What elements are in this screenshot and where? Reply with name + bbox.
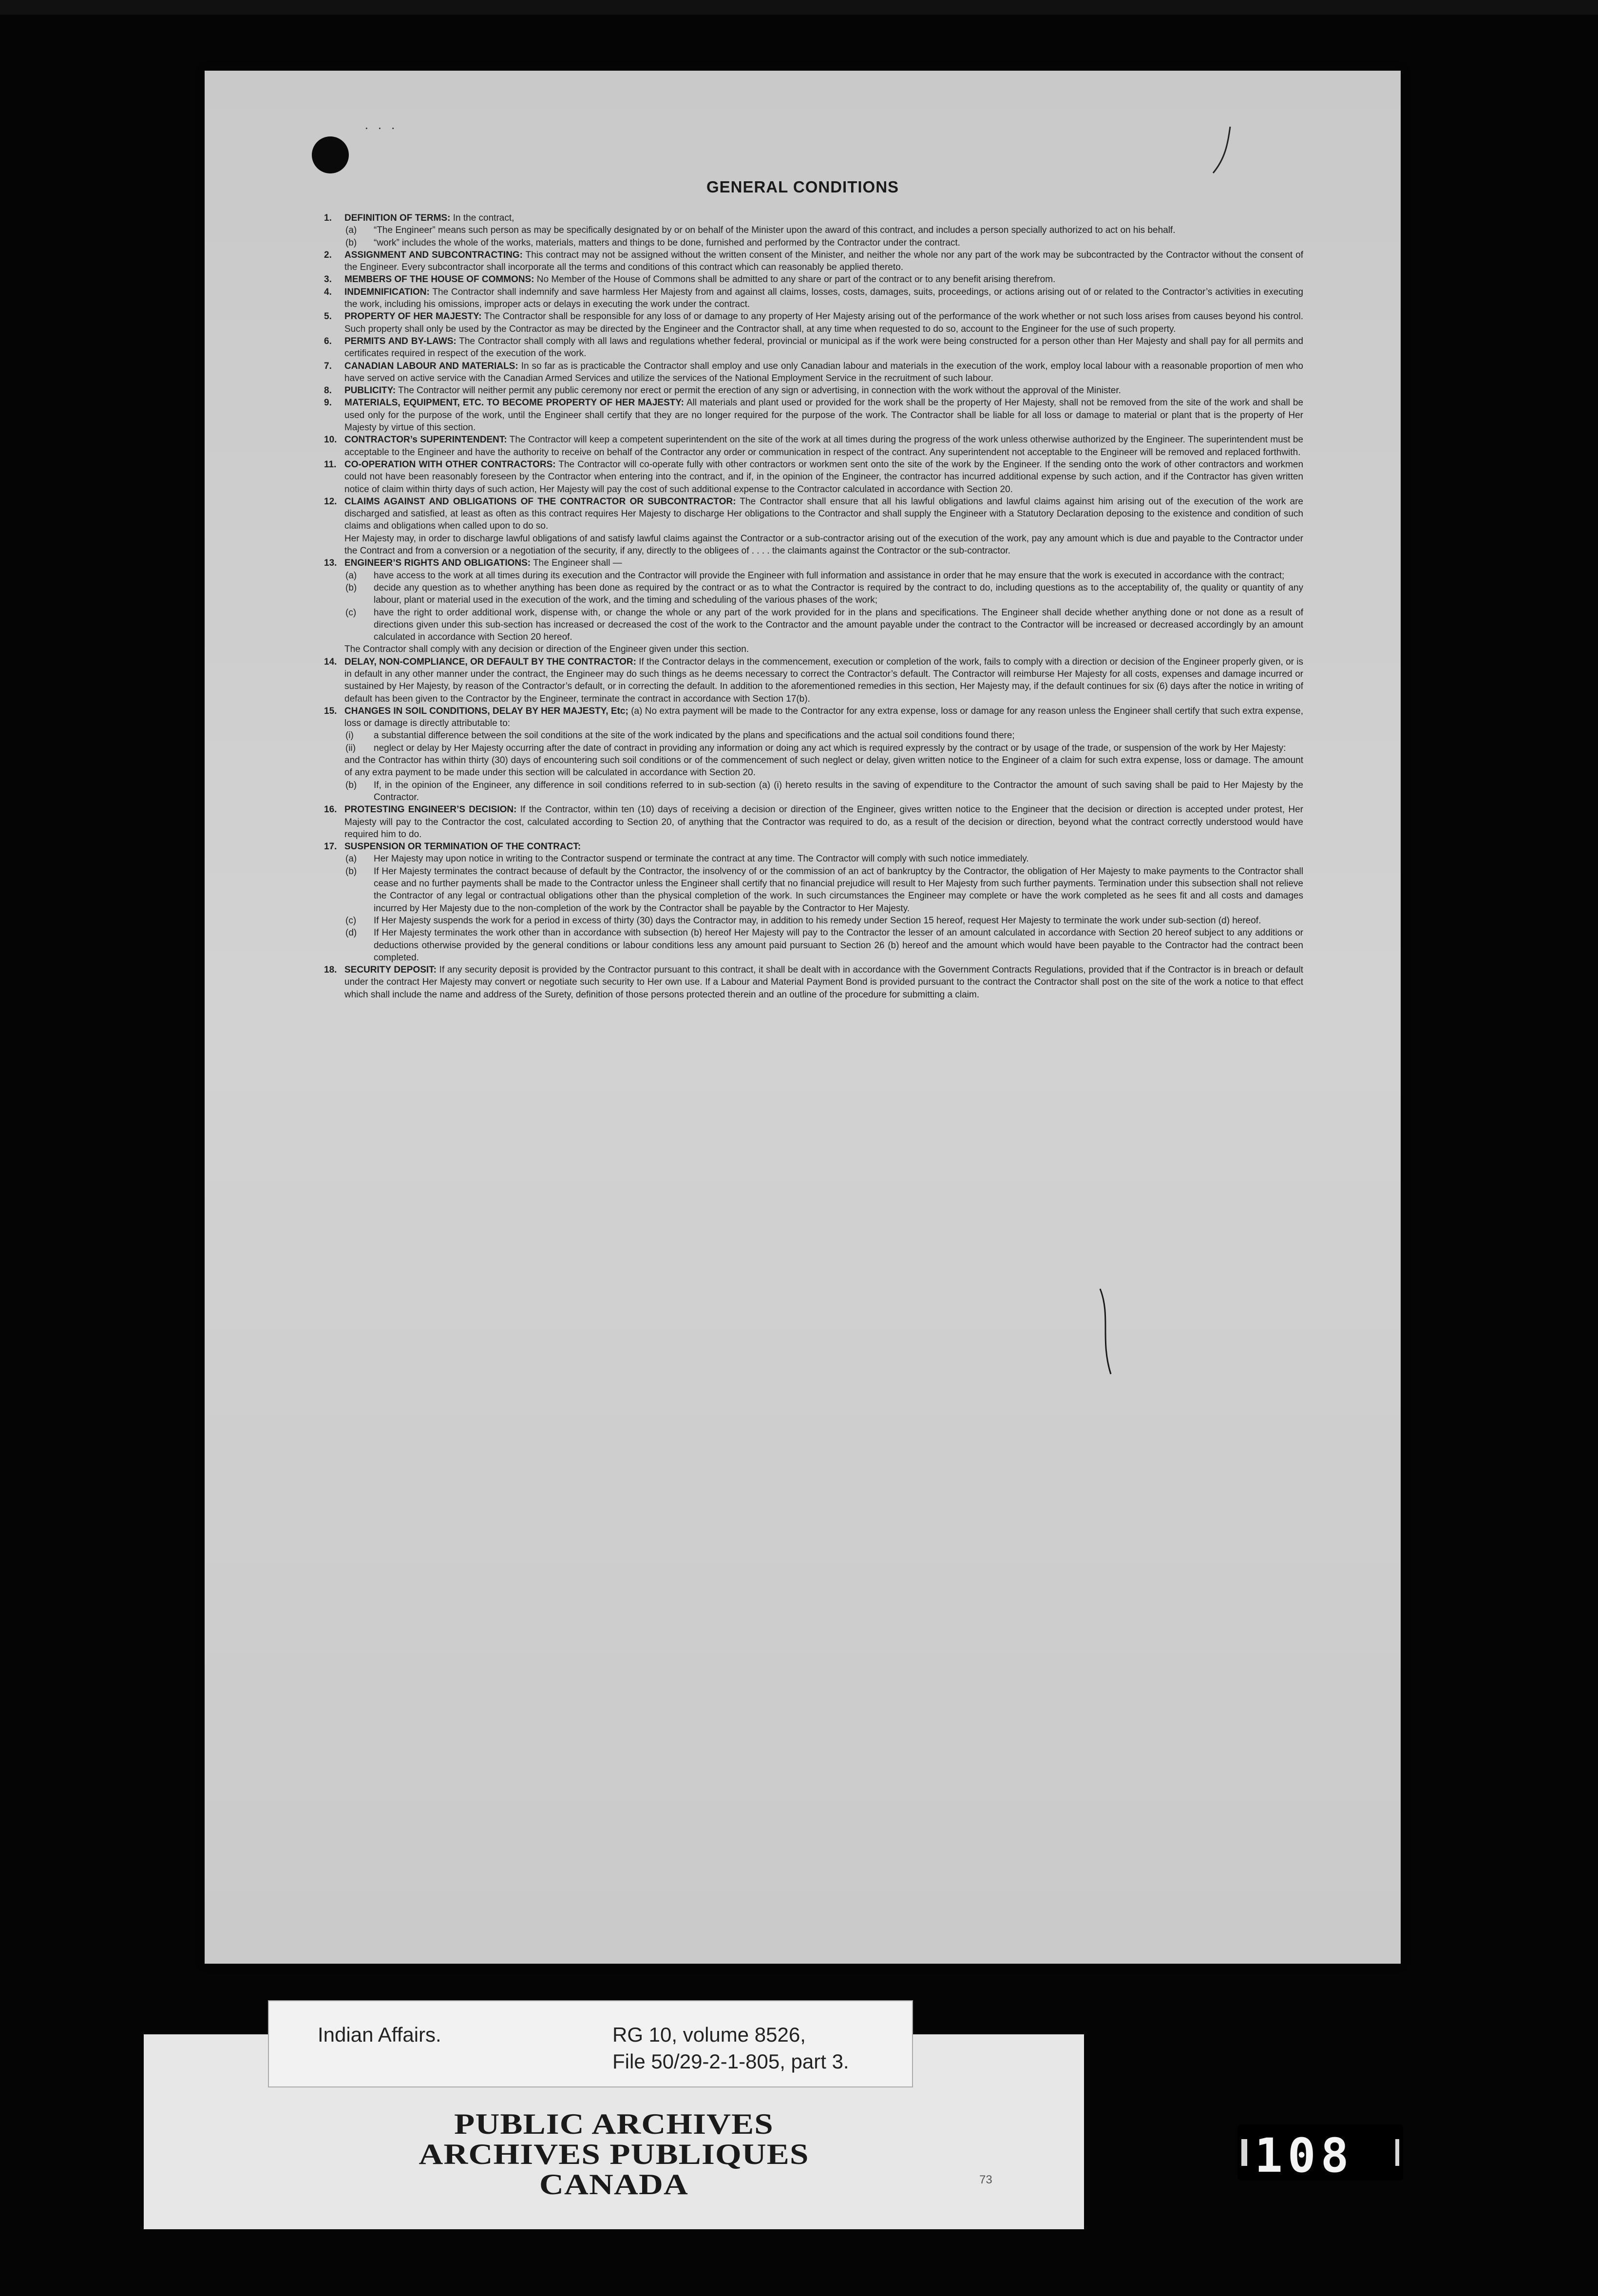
subsection-label: (b) xyxy=(345,866,357,877)
condition-section xyxy=(324,804,1303,841)
frame-number-counter xyxy=(1237,2124,1403,2181)
section-number: 6. xyxy=(324,336,332,346)
section-continuation: Her Majesty may, in order to discharge lawful obligations of and satisfy lawful claims against the Contractor or a sub-contractor arising out of the execution of the work, pay any amount which is due and payable to the Contractor under the Contract and from a conversion or a negotiation of the security, if any, directly to the obligees of . . . . the claimants against the Contractor or the sub-contractor. xyxy=(344,533,1303,556)
section-continuation: and the Contractor has within thirty (30) days of encountering such soil conditions or of the commencement of such neglect or delay, given written notice to the Engineer of a claim for such extra expense, loss or damage. The amount of any extra payment to be made under this section will be calculated in accordance with Section 20. xyxy=(344,755,1303,778)
pen-mark-margin xyxy=(1096,1286,1125,1379)
subsection-text: “The Engineer” means such person as may be specifically designated by or on behalf of the Minister upon the award of this contract, and includes a person specially authorized to act on his behalf. xyxy=(374,225,1176,236)
subsection-text: If, in the opinion of the Engineer, any difference in soil conditions referred to in sub-section (a) (i) hereto results in the saving of expenditure to the Contractor the amount of such saving shall be paid to Her Majesty by the Contractor. xyxy=(374,780,1303,803)
section-number: 7. xyxy=(324,361,332,371)
condition-section xyxy=(324,212,1303,224)
section-heading: MATERIALS, EQUIPMENT, ETC. TO BECOME PROPERTY OF HER MAJESTY: xyxy=(344,398,684,408)
section-heading: DELAY, NON-COMPLIANCE, OR DEFAULT BY THE CONTRACTOR: xyxy=(344,656,636,667)
subsection xyxy=(324,742,1303,754)
section-number: 3. xyxy=(324,274,332,285)
section-heading: PROTESTING ENGINEER’S DECISION: xyxy=(344,804,517,815)
archive-name-en: PUBLIC ARCHIVES xyxy=(454,2108,774,2140)
corner-mark: · · · xyxy=(364,121,398,135)
section-heading: PERMITS AND BY-LAWS: xyxy=(344,336,457,346)
frame-number: 108 xyxy=(1255,2128,1354,2183)
section-heading: ASSIGNMENT AND SUBCONTRACTING: xyxy=(344,249,523,260)
section-number: 9. xyxy=(324,398,332,408)
reference-tab xyxy=(268,2000,913,2087)
condition-section xyxy=(324,964,1303,1001)
condition-section xyxy=(324,310,1303,335)
frame-tick-left xyxy=(1241,2139,1247,2166)
section-text: If the Contractor, within ten (10) days of receiving a decision or direction of the Engineer, gives written notice to the Engineer that the decision or direction is accepted under protest, Her Majesty will pay to the Contractor the cost, calculated according to Section 20, of anything that the Contractor was required to do, as a result of the decision or direction, beyond what the contract correctly understood would have required him to do. xyxy=(344,804,1304,840)
section-heading: CANADIAN LABOUR AND MATERIALS: xyxy=(344,361,518,371)
condition-section xyxy=(324,841,1303,853)
subsection xyxy=(324,927,1303,964)
condition-section xyxy=(324,249,1303,274)
subsection xyxy=(324,915,1303,927)
subsection xyxy=(324,237,1303,249)
section-text: The Contractor will keep a competent superintendent on the site of the work at all times during the progress of the work unless otherwise authorized by the Engineer. The superintendent must be acceptable to the Engineer and have the authority to receive on behalf of the Contractor any order or communication in respect of the contract. Any superintendent not acceptable to the Engineer will be removed and replaced forthwith. xyxy=(344,435,1304,458)
section-text: All materials and plant used or provided for the work shall be the property of Her Majesty, shall not be removed from the site of the work and shall be used only for the purpose of the work, until the Engineer shall certify that they are no longer required for the purpose of the work. The Contractor shall be liable for all loss or damage to material or plant that is the property of Her Majesty by virtue of this section. xyxy=(344,398,1303,433)
section-heading: DEFINITION OF TERMS: xyxy=(344,213,451,223)
subsection-text: neglect or delay by Her Majesty occurring after the date of contract in providing any information or doing any act which is required expressly by the contract or by usage of the trade, or suspension of the work by Her Majesty: xyxy=(374,743,1286,753)
section-heading: CO-OPERATION WITH OTHER CONTRACTORS: xyxy=(344,459,556,470)
file-label: File 50/29-2-1-805, part 3. xyxy=(612,2050,849,2073)
section-heading: MEMBERS OF THE HOUSE OF COMMONS: xyxy=(344,274,534,285)
condition-section xyxy=(324,397,1303,434)
archive-country: CANADA xyxy=(539,2168,688,2200)
section-text: This contract may not be assigned without the written consent of the Minister, and neither the whole nor any part of the work may be subcontracted by the Contractor without the consent of the Engineer. Every subcontractor shall incorporate all the terms and conditions of this contract which can reasonably be applied thereto. xyxy=(344,249,1303,273)
section-text: The Contractor shall comply with all laws and regulations whether federal, provincial or municipal as if the work were being constructed for a person other than Her Majesty and shall pay for all permits and certificates required in respect of the execution of the work. xyxy=(344,336,1303,359)
department-label: Indian Affairs. xyxy=(318,2023,441,2046)
section-number: 11. xyxy=(324,459,337,470)
subsection-text: “work” includes the whole of the works, materials, matters and things to be done, furnished and performed by the Contractor under the contract. xyxy=(374,237,960,248)
section-number: 5. xyxy=(324,311,332,322)
condition-section xyxy=(324,434,1303,459)
subsection-label: (i) xyxy=(345,730,354,741)
subsection-text: If Her Majesty terminates the work other than in accordance with subsection (b) hereof Her Majesty will pay to the Contractor the lesser of an amount calculated in accordance with Section 20 hereof subject to any additions or deductions otherwise provided by the general conditions or labour conditions less any amount paid pursuant to Section 26 (b) hereof and the amount which would have been payable to the Contractor had the contract been completed. xyxy=(374,928,1303,963)
section-number: 2. xyxy=(324,249,332,260)
subsection-label: (a) xyxy=(345,854,357,864)
subsection-text: have access to the work at all times during its execution and the Contractor will provide the Engineer with full information and assistance in order that he may ensure that the work is executed in accordance with the contract; xyxy=(374,570,1285,581)
subsection xyxy=(324,729,1303,742)
subsection-text: decide any question as to whether anything has been done as required by the contract or as to what the Contractor is required by the contract to do, including questions as to the acceptability of, the quality or quantity of any labour, plant or material used in the execution of the work, and the timing and scheduling of the various phases of the work; xyxy=(374,582,1303,606)
section-text: In so far as is practicable the Contractor shall employ and use only Canadian labour and materials in the execution of the work, employ local labour with a reasonable proportion of men who have served on active service with the Canadian Armed Services and utilize the services of the National Employment Service in the recruitment of such labour. xyxy=(344,361,1304,383)
section-number: 12. xyxy=(324,496,337,507)
section-text: If any security deposit is provided by the Contractor pursuant to this contract, it shall be dealt with in accordance with the Government Contracts Regulations, provided that if the Contractor is in breach or default under the contract Her Majesty may convert or negotiate such security to Her own use. If a Labour and Material Payment Bond is provided pursuant to the contract the Contractor shall post on the site of the work a notice to that effect which shall include the name and address of the Surety, definition of those persons protected therein and an outline of the procedure for submitting a claim. xyxy=(344,965,1303,1000)
section-text: (a) No extra payment will be made to the Contractor for any extra expense, loss or damage for any reason unless the Engineer shall certify that such extra expense, loss or damage is directly attributable to: xyxy=(344,706,1303,729)
section-number: 8. xyxy=(324,385,332,396)
subsection xyxy=(324,865,1303,915)
section-heading: INDEMNIFICATION: xyxy=(344,287,430,297)
section-heading: SECURITY DEPOSIT: xyxy=(344,965,437,976)
section-text: The Engineer shall — xyxy=(533,558,622,569)
section-text: The Contractor shall indemnify and save harmless Her Majesty from and against all claims, losses, costs, damages, suits, proceedings, or actions arising out of or related to the Contractor’s activities in executing the work, including his omissions, improper acts or delays in executing the work under the contract. xyxy=(344,287,1303,310)
section-heading: SUSPENSION OR TERMINATION OF THE CONTRACT: xyxy=(344,842,581,852)
archive-label-card xyxy=(144,2023,1084,2229)
subsection-text: If Her Majesty terminates the contract because of default by the Contractor, the insolvency of or the commission of an act of bankruptcy by the Contractor, the obligation of Her Majesty to make payments to the Contractor shall cease and no further payments shall be made to the Contractor unless the Engineer shall certify that no financial prejudice will result to Her Majesty from such further payments. Termination under this subsection shall not relieve the Contractor of any legal or contractual obligations other than the physical completion of the work. In such circumstances the Engineer may complete or have the work completed as he sees fit and all costs and damages incurred by Her Majesty due to the non-completion of the work by the Contractor shall be payable by the Contractor to Her Majesty. xyxy=(374,866,1303,914)
section-heading: CONTRACTOR’s SUPERINTENDENT: xyxy=(344,435,507,445)
subsection xyxy=(324,607,1303,644)
subsection xyxy=(324,224,1303,236)
section-heading: PUBLICITY: xyxy=(344,385,396,396)
subsection-text: If Her Majesty suspends the work for a period in excess of thirty (30) days the Contractor may, in addition to his remedy under Section 15 hereof, request Her Majesty to terminate the work under sub-section (d) hereof. xyxy=(374,915,1261,926)
condition-section xyxy=(324,360,1303,385)
condition-section xyxy=(324,335,1303,360)
section-number: 13. xyxy=(324,558,337,569)
section-number: 4. xyxy=(324,287,332,297)
conditions-body xyxy=(324,212,1303,1001)
section-number: 16. xyxy=(324,804,337,815)
section-number: 15. xyxy=(324,706,337,716)
condition-section xyxy=(324,656,1303,705)
film-edge xyxy=(0,0,1598,15)
section-number: 17. xyxy=(324,842,337,852)
condition-section xyxy=(324,384,1303,397)
section-text: The Contractor will neither permit any public ceremony nor erect or permit the erection of any sign or advertising, in connection with the work without the approval of the Minister. xyxy=(398,385,1121,396)
section-number: 1. xyxy=(324,213,332,223)
subsection-label: (a) xyxy=(345,225,357,236)
section-text: If the Contractor delays in the commencement, execution or completion of the work, fails to comply with a direction or decision of the Engineer properly given, or is in default in any other manner under the contract, the Engineer may do such things as he deems necessary to correct the Contractor’s default. The Contractor will reimburse Her Majesty for all costs, expenses and damage incurred or sustained by Her Majesty, by reason of the Contractor’s default, or in correcting the default. In addition to the aforementioned remedies in this section, Her Majesty may, if the default continues for six (6) days after the notice in writing of default has been given to the Contractor by the Engineer, terminate the contract in accordance with Section 17(b). xyxy=(344,656,1303,704)
condition-section xyxy=(324,459,1303,496)
section-text: The Contractor shall ensure that all his lawful obligations and lawful claims against him arising out of the execution of the work are discharged and satisfied, at least as often as this contract requires Her Majesty to discharge Her obligations to the Contractor and shall supply the Engineer with a Statutory Declaration deposing to the existence and condition of such claims and obligations when called upon to do so. xyxy=(344,496,1303,532)
subsection-label: (c) xyxy=(345,915,357,926)
subsection-label: (ii) xyxy=(345,743,356,753)
subsection-label: (b) xyxy=(345,237,357,248)
section-heading: ENGINEER’S RIGHTS AND OBLIGATIONS: xyxy=(344,558,531,569)
record-group-label: RG 10, volume 8526, xyxy=(612,2023,806,2046)
section-number: 14. xyxy=(324,656,337,667)
subsection-label: (b) xyxy=(345,780,357,790)
subsection-text: Her Majesty may upon notice in writing to the Contractor suspend or terminate the contract at any time. The Contractor will comply with such notice immediately. xyxy=(374,854,1029,864)
subsection-text: a substantial difference between the soil conditions at the site of the work indicated by the plans and specifications and the actual soil conditions found there; xyxy=(374,730,1015,741)
condition-section xyxy=(324,557,1303,569)
section-text: No Member of the House of Commons shall be admitted to any share or part of the contract or to any benefit arising therefrom. xyxy=(536,274,1056,285)
frame-tick-right xyxy=(1395,2139,1399,2166)
subsection-label: (a) xyxy=(345,570,357,581)
label-small-mark: 73 xyxy=(979,2173,992,2186)
section-heading: CLAIMS AGAINST AND OBLIGATIONS OF THE CONTRACTOR OR SUBCONTRACTOR: xyxy=(344,496,736,507)
subsection xyxy=(324,779,1303,804)
section-text: The Contractor will co-operate fully with other contractors or workmen sent onto the site of the work by the Engineer. If the sending onto the work of other contractors and workmen could not have been reasonably foreseen by the Contractor when entering into the contract, and if, in the opinion of the Engineer, the contractor has incurred additional expense by such action, and if the Contractor has given written notice of claim within thirty days of such action, Her Majesty will pay the cost of such additional expense to the Contractor calculated in accordance with Section 20. xyxy=(344,459,1304,495)
document-page xyxy=(205,71,1401,1964)
page-title: GENERAL CONDITIONS xyxy=(706,178,899,196)
punch-hole xyxy=(312,136,349,173)
subsection xyxy=(324,570,1303,582)
section-continuation: The Contractor shall comply with any decision or direction of the Engineer given under this section. xyxy=(344,644,749,655)
subsection-label: (b) xyxy=(345,582,357,593)
archive-name-fr: ARCHIVES PUBLIQUES xyxy=(419,2138,809,2170)
condition-section xyxy=(324,273,1303,286)
subsection-label: (d) xyxy=(345,928,357,938)
section-number: 10. xyxy=(324,435,337,445)
subsection xyxy=(324,582,1303,607)
section-heading: PROPERTY OF HER MAJESTY: xyxy=(344,311,482,322)
condition-section xyxy=(324,496,1303,533)
condition-section xyxy=(324,705,1303,730)
subsection-label: (c) xyxy=(345,607,357,618)
subsection-text: have the right to order additional work, dispense with, or change the whole or any part of the work provided for in the plans and specifications. The Engineer shall decide whether anything done or not done as a result of directions given under this sub-section has increased or decreased the cost of the work to the Contractor and the amount payable under the contract to the Contractor will be increased or decreased accordingly by an amount calculated in accordance with Section 20 hereof. xyxy=(374,607,1303,643)
section-number: 18. xyxy=(324,965,337,976)
section-heading: CHANGES IN SOIL CONDITIONS, DELAY BY HER MAJESTY, Etc; xyxy=(344,706,628,716)
subsection xyxy=(324,853,1303,865)
section-text: In the contract, xyxy=(453,213,514,223)
section-text: The Contractor shall be responsible for any loss of or damage to any property of Her Majesty arising out of the performance of the work whether or not such loss arises from causes beyond his control. Such property shall only be used by the Contractor as may be directed by the Engineer and the Contractor shall, at any time when requested to do so, account to the Engineer for the use of such property. xyxy=(344,311,1303,334)
pen-mark-top xyxy=(1208,124,1237,178)
condition-section xyxy=(324,286,1303,311)
